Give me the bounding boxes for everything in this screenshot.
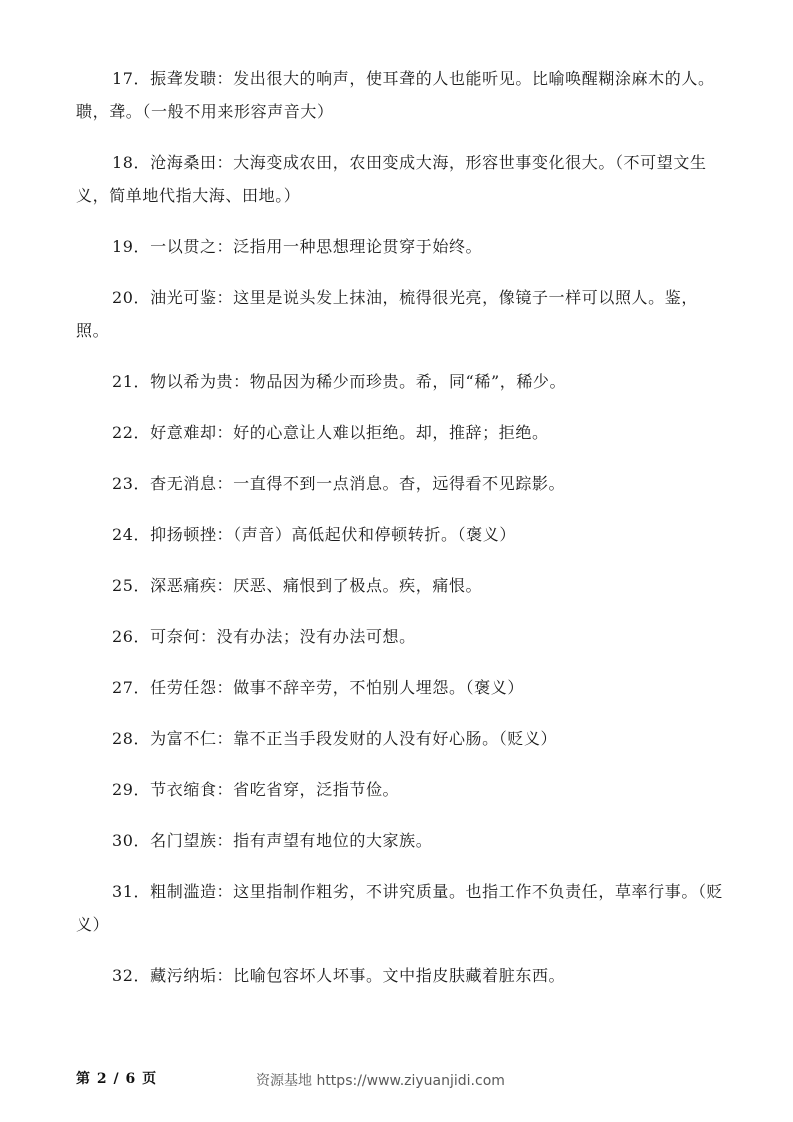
idiom-entry-32: 32．藏污纳垢：比喻包容坏人坏事。文中指皮肤藏着脏东西。 [112,966,566,985]
idiom-entry-28: 28．为富不仁：靠不正当手段发财的人没有好心肠。（贬义） [112,729,558,748]
idiom-entry-24: 24．抑扬顿挫：（声音）高低起伏和停顿转折。（褒义） [112,525,516,544]
idiom-entry-20: 20．油光可鉴：这里是说头发上抹油，梳得很光亮，像镜子一样可以照人。鉴，照。 [76,288,698,340]
idiom-entry-27: 27．任劳任怨：做事不辞辛劳，不怕别人埋怨。（褒义） [112,678,524,697]
idiom-entry-21: 21．物以希为贵：物品因为稀少而珍贵。希，同“稀”，稀少。 [112,372,567,391]
page-footer [0,1068,793,1092]
idiom-entry-17: 17．振聋发聩：发出很大的响声，使耳聋的人也能听见。比喻唤醒糊涂麻木的人。聩，聋。（一般不用来形容声音大） [76,69,715,121]
idiom-entry-29: 29．节衣缩食：省吃省穿，泛指节俭。 [112,780,400,799]
idiom-entry-22: 22．好意难却：好的心意让人难以拒绝。却，推辞；拒绝。 [112,423,549,442]
idiom-entry-26: 26．可奈何：没有办法；没有办法可想。 [112,627,416,646]
idiom-entry-19: 19．一以贯之：泛指用一种思想理论贯穿于始终。 [112,237,483,256]
idiom-list [76,62,726,1010]
idiom-entry-30: 30．名门望族：指有声望有地位的大家族。 [112,831,433,850]
idiom-entry-18: 18．沧海桑田：大海变成农田，农田变成大海，形容世事变化很大。（不可望文生义，简单地代指大海、田地。） [76,153,707,205]
idiom-entry-31: 31．粗制滥造：这里指制作粗劣，不讲究质量。也指工作不负责任，草率行事。（贬义） [76,882,724,934]
page-number: 第 2 / 6 页 [76,1071,158,1087]
idiom-entry-25: 25．深恶痛疾：厌恶、痛恨到了极点。疾，痛恨。 [112,576,483,595]
idiom-entry-23: 23．杳无消息：一直得不到一点消息。杳，远得看不见踪影。 [112,474,566,493]
source-watermark: 资源基地 https://www.ziyuanjidi.com [256,1073,505,1089]
